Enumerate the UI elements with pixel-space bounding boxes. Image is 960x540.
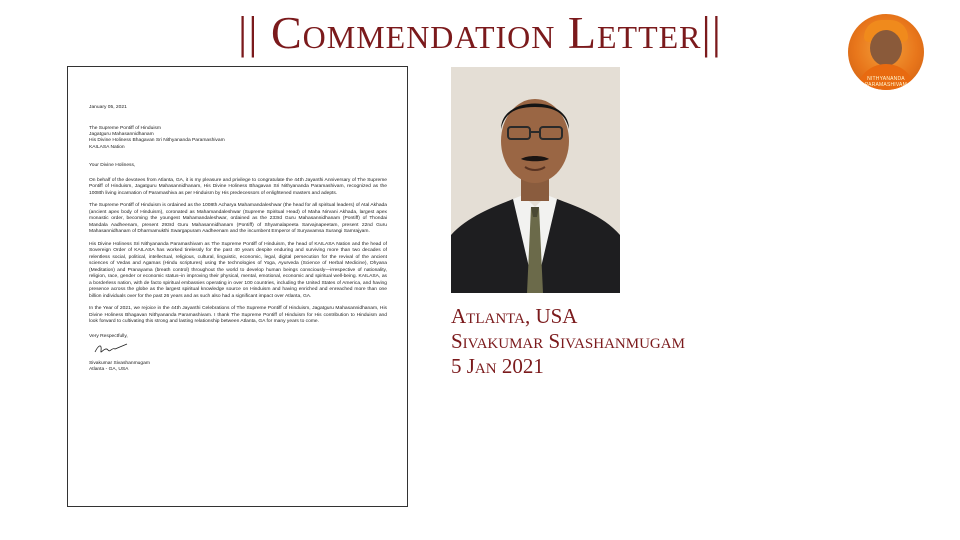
portrait-photo-icon <box>451 67 620 293</box>
letter-closing: Very Respectfully, <box>89 333 128 339</box>
letter-paragraph: On behalf of the devotees from Atlanta, GA, it is my pleasure and privilege to congratulate the 44th Jayanthi Anniversary of The Supreme Pontiff of Hinduism, Jagatguru Mahasannidhanam, His Divine Holiness Bhagavan Sri Nithyananda Paramashivam, recognized as the 1008th living incarnation of Paramashiva as per Hinduism by His predecessors of enlightened masters and adepts. <box>89 177 387 196</box>
logo-text: NITHYANANDA PARAMASHIVAM <box>865 76 907 88</box>
address-line: His Divine Holiness Bhagavan Sri Nithyananda Paramashivam <box>89 138 225 144</box>
face-shape <box>870 30 902 66</box>
letter-paragraph: His Divine Holiness Sri Nithyananda Paramashivam as The Supreme Pontiff of Hinduism, the head of KAILASA Nation and the head of Sovereign Order of KAILASA has worked tirelessly for the past 40 years despite enduring and surviving more than two decades of relentless social, political, intellectual, religious, cultural, linguistic, economic, legal, digital persecution for the revival of the ancient sciences of Vedas and Agamas (Hindu scriptures) using the technologies of Yoga, Ayurveda (Science of Herbal Medicine), Dhyana (Meditation) and Pranayama (breath control) throughout the world to develop human beings consciously—irrespective of nationality, religion, race, gender or economic status–in improving their physical, mental, emotional, economic and spiritual well-being. KAILASA, as a borderless nation, with de facto spiritual embassies operating in over 100 countries, including the United States of America, and having presence across the globe as the largest spiritual knowledge source on Hinduism and having enriched and enreached more than one billion individuals over for the past 26 years and as such also had a significant impact over Atlanta, GA. <box>89 241 387 299</box>
address-line: The Supreme Pontiff of Hinduism <box>89 125 161 131</box>
letter-date: January 05, 2021 <box>89 105 127 110</box>
letter-paragraph: The Supreme Pontiff of Hinduism is ordained as the 1008th Acharya Mahamandaleshwar (the head for all spiritual leaders) of Atal Akhada (ancient apex body of Hinduism), coronated as Mahamandaleshwar (Supreme Spiritual Head) of Maha Nirvani Akhada, largest apex monastic order, becoming the youngest Mahamandaleshwar, ordained as the 233rd Guru Mahasannidhanam (Pontiff) of Thondai Mandala Aadheenam, present 293rd Guru Mahasannidhanam (Pontiff) of Shyamalapeeta Sarvajnapeetam, present 22nd Guru Mahasannidhanam of Dharmamukthi Swargapuram Aadheenam and the incumbent Emperor of Suryavamsa Surangi Samrajyam. <box>89 203 387 235</box>
address-line: Jagatguru Mahasannidhanam <box>89 131 154 137</box>
page-title: || Commendation Letter|| <box>238 7 722 58</box>
letter-address <box>89 126 387 152</box>
letter-paragraph: In the Year of 2021, we rejoice in the 44th Jayanthi Celebrations of The Supreme Pontiff of Hinduism, Jagatguru Mahasannidhanam, His Divine Holiness Bhagavan Nithyananda Paramashivam. I thank The Supreme Pontiff of Hinduism for His contribution to Hinduism and look forward to cultivating this strong and lasting relationship between Atlanta, GA for many years to come. <box>89 306 387 325</box>
commendation-letter <box>67 66 408 507</box>
letter-salutation: Your Divine Holiness, <box>89 163 136 169</box>
address-line: KAILASA Nation <box>89 144 125 150</box>
caption-location: Atlanta, USA <box>451 304 578 328</box>
signer-name: Sivakumar Sivashanmugam <box>89 360 150 366</box>
caption-name: Sivakumar Sivashanmugam <box>451 329 685 353</box>
signer-location: Atlanta - GA, USA <box>89 367 129 373</box>
portrait-illustration <box>451 67 620 293</box>
signature-icon <box>93 342 133 356</box>
guru-portrait-logo-icon <box>848 14 924 90</box>
caption-date: 5 Jan 2021 <box>451 354 544 378</box>
